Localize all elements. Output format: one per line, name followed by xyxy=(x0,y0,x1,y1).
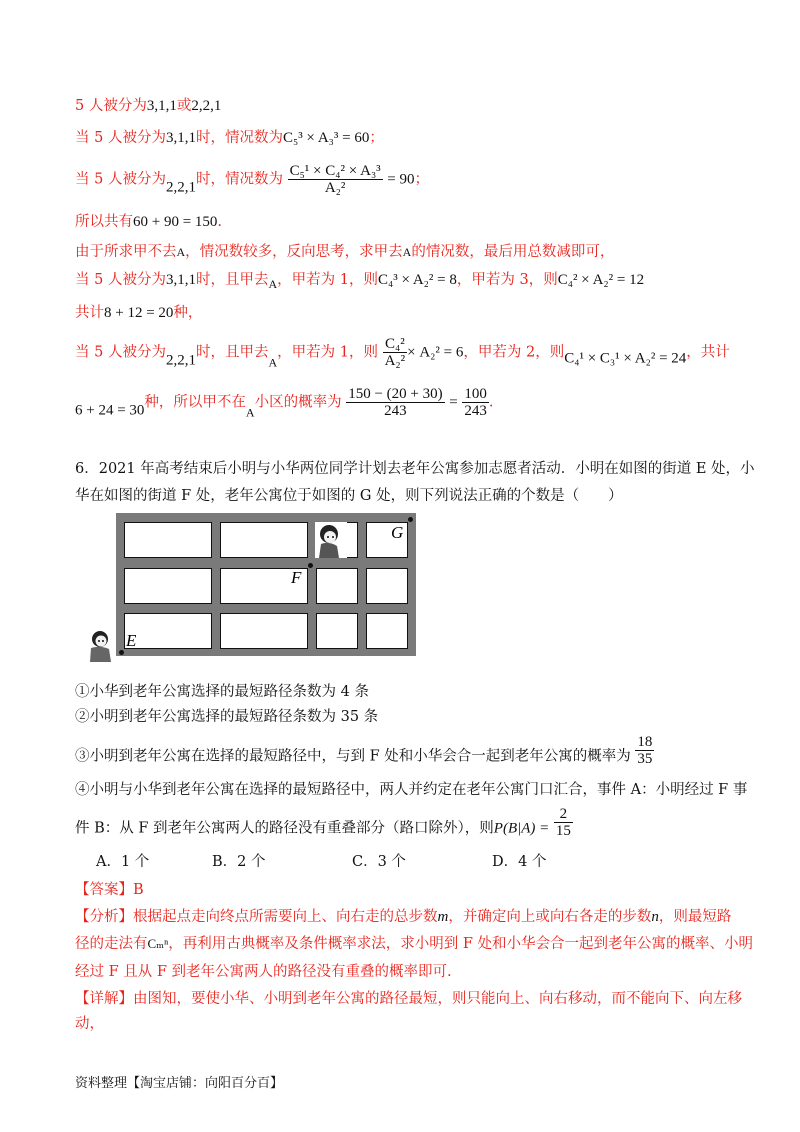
statement-3: ③小明到老年公寓在选择的最短路径中，与到 F 处和小华会合一起到老年公寓的概率为 $\frac{18}{35}$ xyxy=(75,734,653,767)
label-e: E xyxy=(126,631,137,650)
solution-line-4: 所以共有60 + 90 = 150. xyxy=(75,214,223,230)
choice-c[interactable]: C．3 个 xyxy=(352,854,406,870)
map-block xyxy=(220,522,308,558)
analysis-line-1: 【分析】根据起点走向终点所需要向上、向右走的总步数m，并确定向上或向右各走的步数n，则最短路 xyxy=(75,909,732,925)
fraction-case-221: $\frac{\text{C₅¹ × C₄² × A₃³}}{\text{A₂²}}$ xyxy=(289,163,381,196)
student-person-icon xyxy=(86,630,116,662)
point-f-dot xyxy=(308,563,313,568)
fraction-probability-result: $\frac{100}{243}$ xyxy=(464,386,487,419)
fraction-18-35: $\frac{18}{35}$ xyxy=(637,734,653,767)
solution-line-7: 共计8 + 12 = 20种， xyxy=(75,305,203,321)
analysis-line-3: 经过 F 且从 F 到老年公寓两人的路径没有重叠的概率即可. xyxy=(75,964,452,980)
map-block xyxy=(124,613,212,649)
choice-b[interactable]: B．2 个 xyxy=(212,854,266,870)
solution-line-2: 当 5 人被分为3,1,1时，情况数为C₅³ × A₃³ = 60； xyxy=(75,130,384,146)
point-e-dot xyxy=(119,650,124,655)
street-map-figure xyxy=(116,513,416,656)
map-block xyxy=(316,568,358,604)
map-block xyxy=(124,522,212,558)
page-footer: 资料整理【淘宝店铺：向阳百分百】 xyxy=(75,1076,284,1091)
question-line-1: 6．2021 年高考结束后小明与小华两位同学计划去老年公寓参加志愿者活动．小明在如图的街道 E 处，小 xyxy=(75,461,755,477)
solution-line-3: 当 5 人被分为2,2,1时，情况数为 $\frac{\text{C₅¹ × C₄² × A₃³}}{\text{A₂²}}$ = 90； xyxy=(75,163,430,196)
label-g: G xyxy=(391,523,404,542)
detail-line-1: 【详解】由图知，要使小华、小明到老年公寓的路径最短，则只能向上、向右移动，而不能向下、向左移 xyxy=(75,991,742,1007)
fraction-probability-left: $\frac{150 - (20 + 30)}{243}$ xyxy=(348,386,443,419)
choice-a[interactable]: A．1 个 xyxy=(96,854,150,870)
choice-d[interactable]: D．4 个 xyxy=(492,854,547,870)
solution-line-6: 当 5 人被分为3,1,1时，且甲去$_A$，甲若为 1，则C₄³ × A₂² = 8，甲若为 3，则C₄² × A₂² = 12 xyxy=(75,272,645,291)
answer-line: 【答案】B xyxy=(75,882,144,898)
point-g-dot xyxy=(408,517,413,522)
question-line-2: 华在如图的街道 F 处，老年公寓位于如图的 G 处，则下列说法正确的个数是（ ） xyxy=(75,488,623,504)
fraction-c42-a22: $\frac{\text{C₄²}}{\text{A₂²}}$ xyxy=(384,336,406,369)
fraction-2-15: $\frac{2}{15}$ xyxy=(555,806,571,839)
elder-person-icon xyxy=(315,522,347,558)
map-block xyxy=(366,613,408,649)
solution-line-5: 由于所求甲不去A，情况数较多，反向思考，求甲去A的情况数，最后用总数减即可， xyxy=(75,244,615,260)
statement-1: ①小华到老年公寓选择的最短路径条数为 4 条 xyxy=(75,684,369,700)
solution-line-8: 当 5 人被分为2,2,1时，且甲去$_A$，甲若为 1，则 $\frac{\text{C₄²}}{\text{A₂²}}$ × A₂² = 6，甲若为 2，则C₄¹ × C₃¹ × A₂² = 24，共计 xyxy=(75,336,730,370)
map-block xyxy=(124,568,212,604)
map-block xyxy=(366,568,408,604)
statement-2: ②小明到老年公寓选择的最短路径条数为 35 条 xyxy=(75,709,379,725)
statement-4-line-1: ④小明与小华到老年公寓在选择的最短路径中，两人并约定在老年公寓门口汇合，事件 A：小明经过 F 事 xyxy=(75,782,748,798)
label-f: F xyxy=(291,568,302,587)
detail-line-2: 动， xyxy=(75,1016,104,1032)
solution-line-1: 5 人被分为3,1,1或2,2,1 xyxy=(75,98,222,114)
statement-4-line-2: 件 B：从 F 到老年公寓两人的路径没有重叠部分（路口除外），则P(B|A) = $\frac{2}{15}$ xyxy=(75,806,571,839)
map-block xyxy=(220,613,308,649)
analysis-line-2: 径的走法有Cₘⁿ，再利用古典概率及条件概率求法，求小明到 F 处和小华会合一起到老年公寓的概率、小明 xyxy=(75,936,754,952)
map-block xyxy=(316,613,358,649)
solution-line-9: 6 + 24 = 30种，所以甲不在$_A$小区的概率为 $\frac{150 - (20 + 30)}{243}$ = $\frac{100}{243}$ . xyxy=(75,386,494,420)
